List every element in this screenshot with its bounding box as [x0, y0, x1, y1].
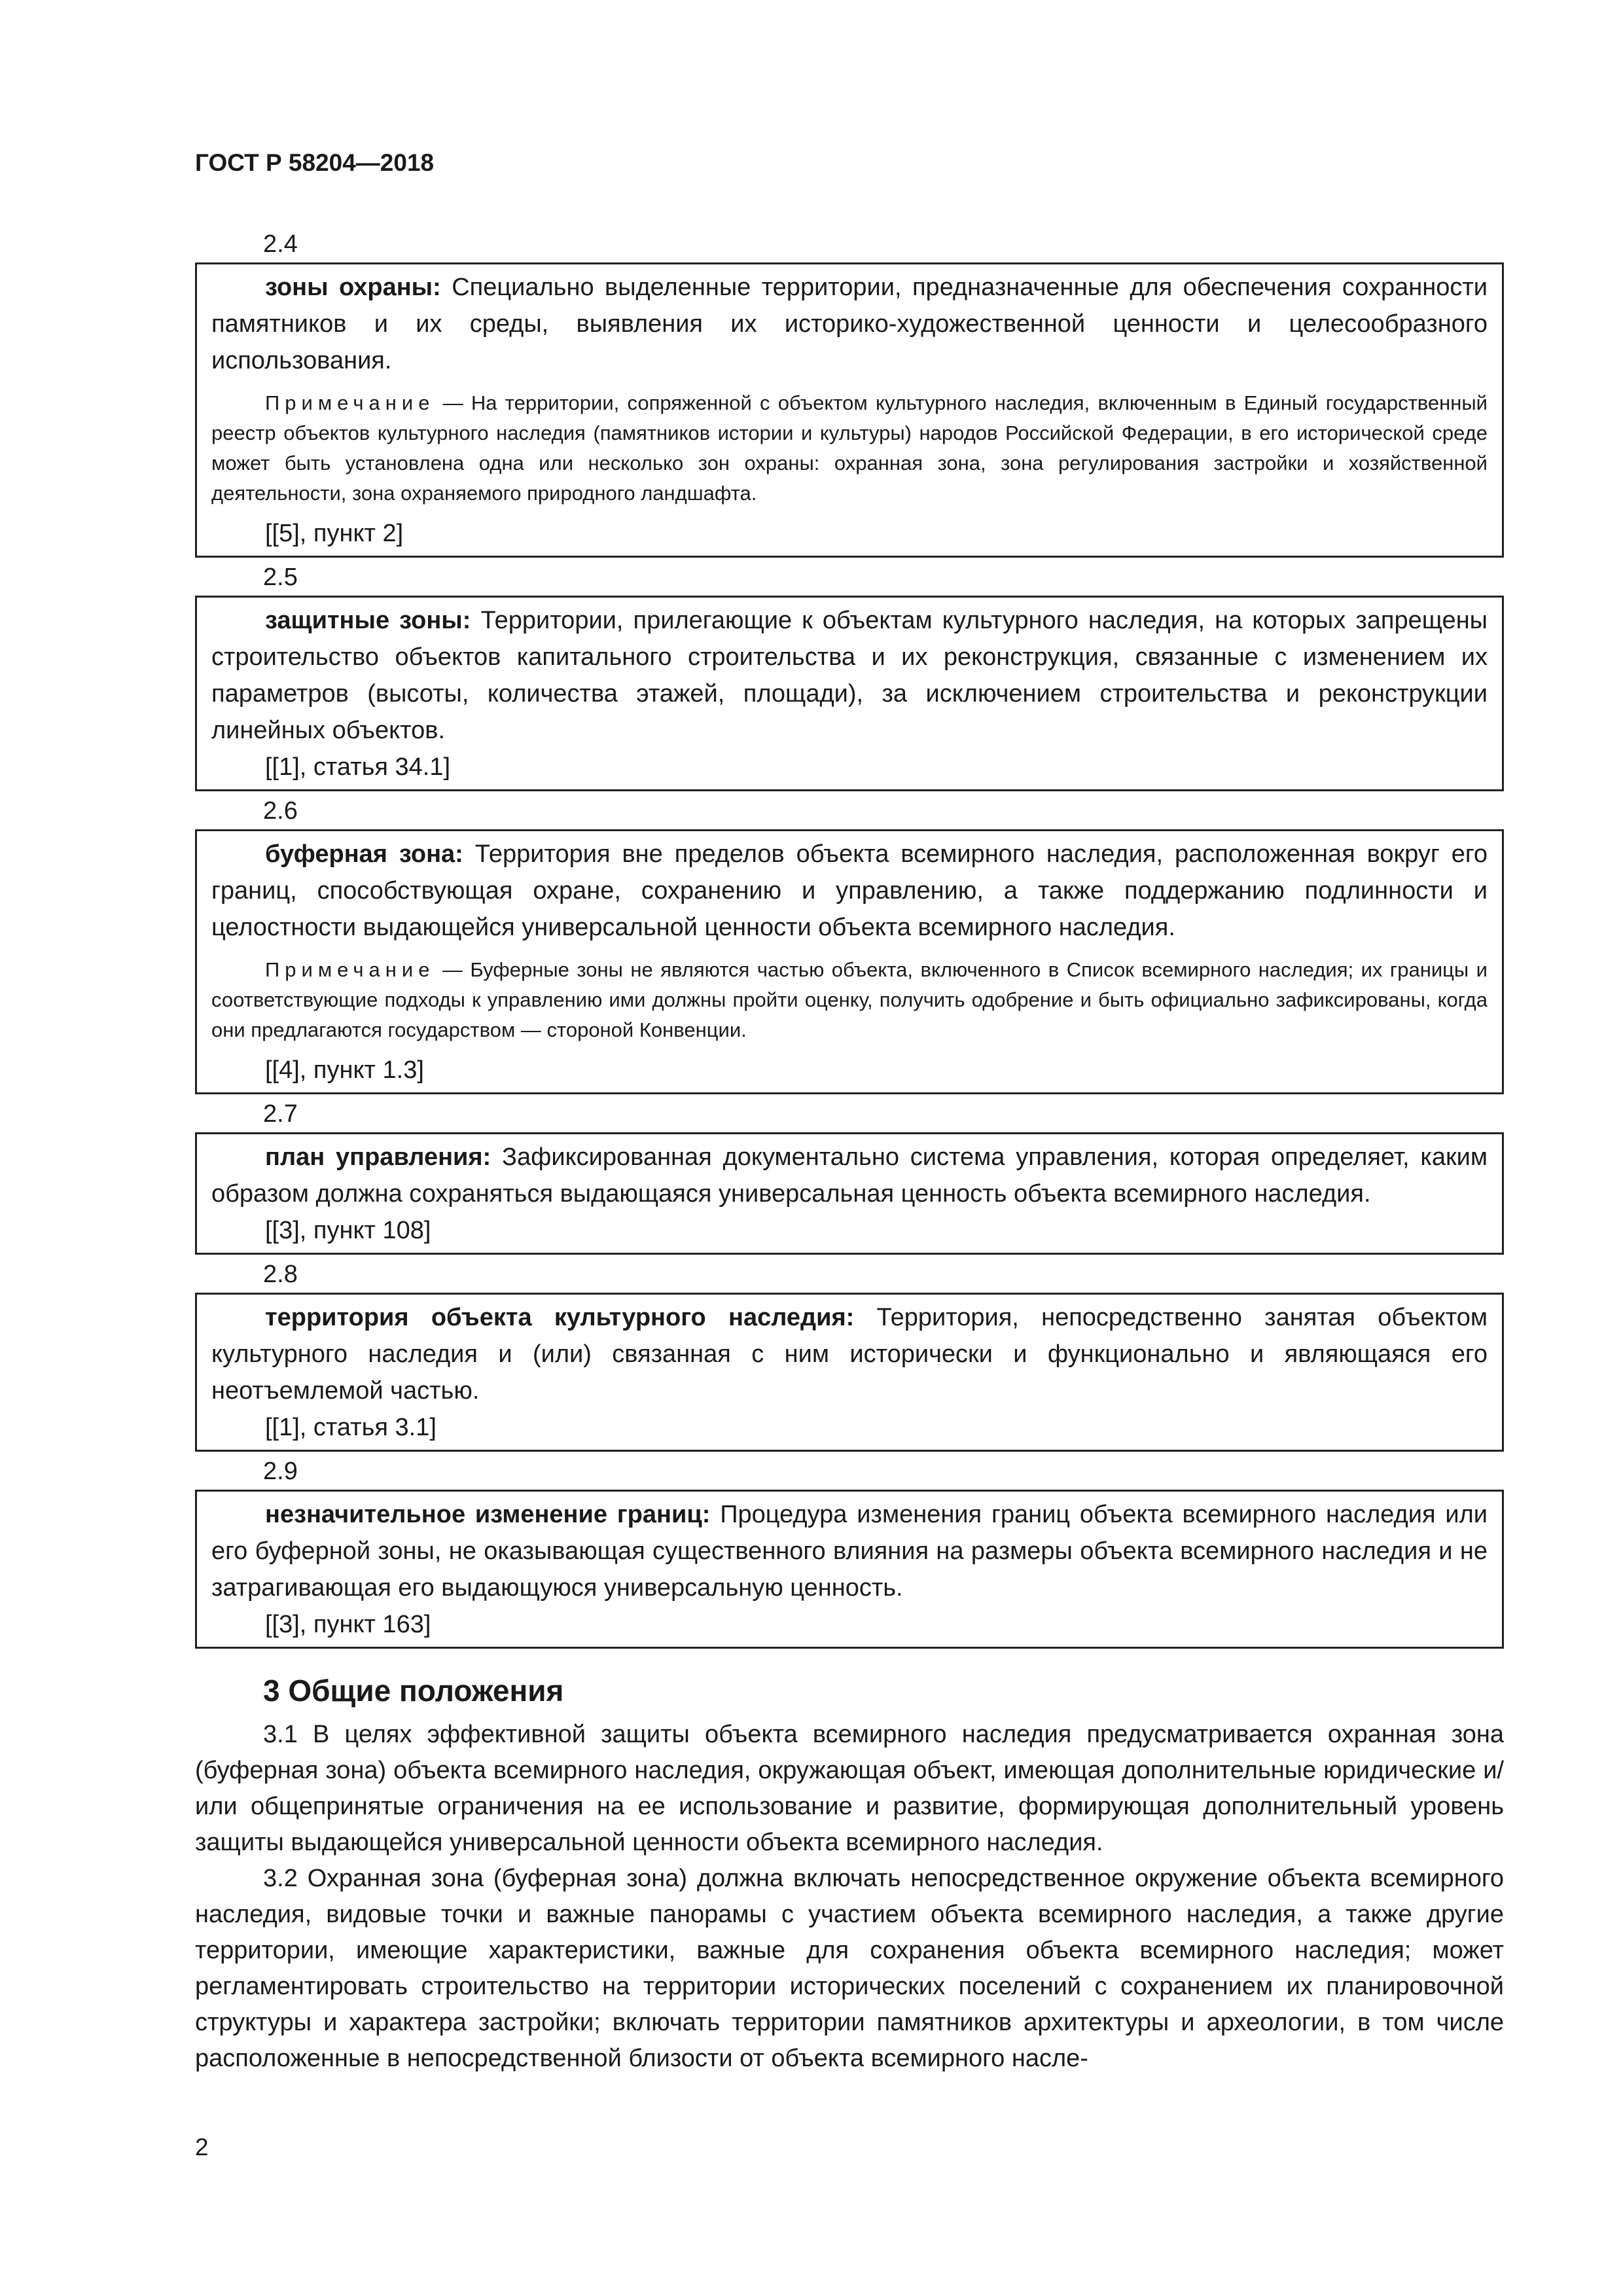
- term-number: 2.8: [263, 1261, 298, 1288]
- section-heading: 3 Общие положения: [263, 1674, 564, 1708]
- term-source: [[1], статья 3.1]: [265, 1414, 437, 1441]
- section-paragraph: 3.1 В целях эффективной защиты объекта всемирного наследия предусматривается охранная зона (буферная зона) объекта всемирного наследия, окружающая объект, имеющая дополнительные юридические и/или общепринятые ограничения на ее использование и развитие, формирующая дополнительный уровень защиты выдающейся универсальной ценности объекта всемирного наследия.: [195, 1721, 1504, 1856]
- term-title: территория объекта культурного наследия:: [265, 1304, 855, 1331]
- term-number: 2.5: [263, 564, 298, 591]
- term-title: буферная зона:: [265, 840, 463, 868]
- term-note: [211, 388, 1488, 509]
- term-definition-paragraph: [211, 602, 1488, 749]
- term-box: [195, 262, 1504, 558]
- term-definition-paragraph: [211, 1139, 1488, 1212]
- term-title: защитные зоны:: [265, 607, 471, 634]
- term-title: зоны охраны:: [265, 274, 441, 301]
- page-number: 2: [195, 2134, 209, 2161]
- section-paragraph: 3.2 Охранная зона (буферная зона) должна включать непосредственное окружение объекта всемирного наследия, видовые точки и важные панорамы с участием объекта всемирного наследия, а также другие территории, имеющие характеристики, важные для сохранения объекта всемирного наследия; может регламентировать строительство на территории исторических поселений с сохранением их планировочной структуры и характера застройки; включать территории памятников архитектуры и археологии, в том числе расположенные в непосредственной близости от объекта всемирного насле-: [195, 1865, 1504, 2072]
- term-definition: Территории, прилегающие к объектам культурного наследия, на которых запрещены строительство объектов капитального строительства и их реконструкция, связанные с изменением их параметров (высоты, количества этажей, площади), за исключением строительства и реконструкции линейных объектов.: [211, 607, 1488, 744]
- term-definition-paragraph: [211, 269, 1488, 379]
- term-definition: Территория вне пределов объекта всемирного наследия, расположенная вокруг его границ, способствующая охране, сохранению и управлению, а также поддержанию подлинности и целостности выдающейся универсальной ценности объекта всемирного наследия.: [211, 840, 1488, 941]
- term-definition-paragraph: [211, 836, 1488, 946]
- term-box: [195, 596, 1504, 791]
- note-text: — На территории, сопряженной с объектом культурного наследия, включенным в Единый государственный реестр объектов культурного наследия (памятников истории и культуры) народов Российской Федерации, в его исторической среде может быть установлена одна или несколько зон охраны: охранная зона, зона регулирования застройки и хозяйственной деятельности, зона охраняемого природного ландшафта.: [211, 391, 1488, 505]
- term-definition: Зафиксированная документально система управления, которая определяет, каким образом должна сохраняться выдающаяся универсальная ценность объекта всемирного наследия.: [211, 1143, 1488, 1208]
- term-definition: Специально выделенные территории, предназначенные для обеспечения сохранности памятников и их среды, выявления их историко-художественной ценности и целесообразного использования.: [211, 274, 1488, 374]
- term-definition-paragraph: [211, 1496, 1488, 1606]
- term-source: [[4], пункт 1.3]: [265, 1056, 424, 1084]
- document-content: [195, 226, 1504, 2077]
- term-source: [[5], пункт 2]: [265, 520, 404, 547]
- term-definition: Процедура изменения границ объекта всемирного наследия или его буферной зоны, не оказывающая существенного влияния на размеры объекта всемирного наследия и не затрагивающая его выдающуюся универсальную ценность.: [211, 1501, 1488, 1602]
- term-number: 2.9: [263, 1458, 298, 1485]
- term-title: план управления:: [265, 1143, 491, 1171]
- term-source: [[3], пункт 108]: [265, 1217, 431, 1244]
- standard-code-header: ГОСТ Р 58204—2018: [195, 149, 435, 176]
- term-definition: Территория, непосредственно занятая объектом культурного наследия и (или) связанная с ним исторически и функционально и являющаяся его неотъемлемой частью.: [211, 1304, 1488, 1405]
- term-box: [195, 1490, 1504, 1649]
- term-number: 2.4: [263, 230, 298, 258]
- note-label: Примечание: [265, 958, 435, 981]
- term-definition-paragraph: [211, 1299, 1488, 1409]
- term-title: незначительное изменение границ:: [265, 1501, 711, 1528]
- term-box: [195, 1293, 1504, 1452]
- note-text: — Буферные зоны не являются частью объекта, включенного в Список всемирного наследия; их границы и соответствующие подходы к управлению ими должны пройти оценку, получить одобрение и быть официально зафиксированы, когда они предлагаются государством — стороной Конвенции.: [211, 958, 1488, 1041]
- term-source: [[1], статья 34.1]: [265, 753, 451, 781]
- term-number: 2.7: [263, 1100, 298, 1128]
- note-label: Примечание: [265, 391, 435, 414]
- term-box: [195, 1132, 1504, 1255]
- term-source: [[3], пункт 163]: [265, 1611, 431, 1638]
- term-number: 2.6: [263, 797, 298, 825]
- term-note: [211, 955, 1488, 1045]
- term-box: [195, 829, 1504, 1094]
